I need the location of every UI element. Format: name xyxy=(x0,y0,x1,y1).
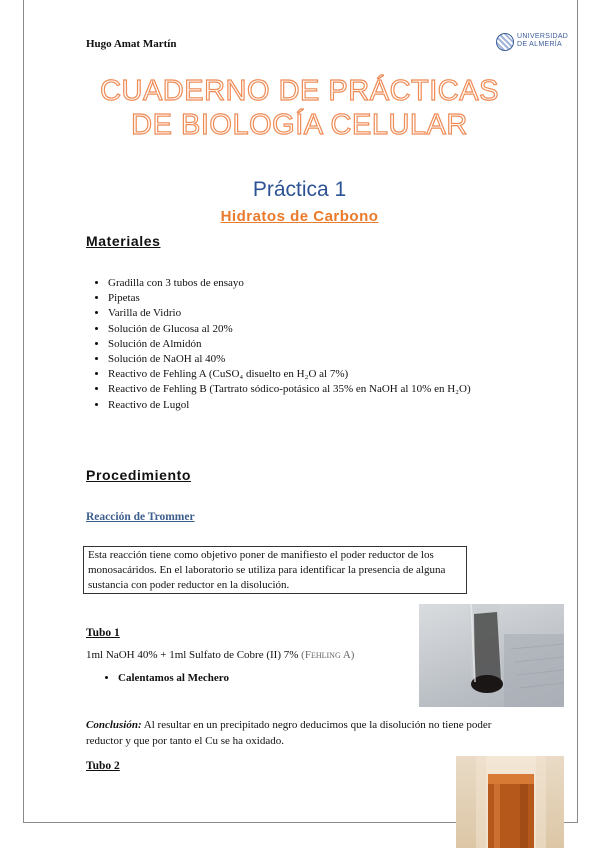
procedure-heading: Procedimiento xyxy=(86,467,192,483)
intro-textbox: Esta reacción tiene como objetivo poner de manifiesto el poder reductor de los monosacáridos. En el laboratorio se utiliza para identificar la presencia de alguna sustancia con poder reductor en la disolución. xyxy=(83,546,467,594)
university-seal-icon xyxy=(496,33,514,51)
tube2-photo xyxy=(456,756,564,848)
tube2-heading: Tubo 2 xyxy=(86,760,120,772)
materials-heading: Materiales xyxy=(86,233,161,249)
tube1-steps xyxy=(86,672,229,684)
author-name: Hugo Amat Martín xyxy=(86,38,177,50)
tube1-photo xyxy=(419,604,564,707)
tube1-heading: Tubo 1 xyxy=(86,627,120,639)
university-logo: UNIVERSIDAD DE ALMERÍA xyxy=(496,31,564,53)
list-item: • Reactivo de Lugol xyxy=(108,398,528,413)
list-item: • Gradilla con 3 tubos de ensayo xyxy=(108,276,528,291)
reaction-subheading: Reacción de Trommer xyxy=(86,511,195,523)
list-item: • Varilla de Vidrio xyxy=(108,306,528,321)
list-item: • Solución de Glucosa al 20% xyxy=(108,322,528,337)
list-item: • Reactivo de Fehling A (CuSO₄ disuelto en H₂O al 7%) xyxy=(108,367,528,382)
list-item: • Calentamos al Mechero xyxy=(118,672,229,684)
list-item: • Pipetas xyxy=(108,291,528,306)
materials-list xyxy=(86,276,528,413)
tube1-description: 1ml NaOH 40% + 1ml Sulfato de Cobre (II) 7% (Fehling A) xyxy=(86,649,355,661)
practice-topic: Hidratos de Carbono xyxy=(220,208,379,225)
conclusion-paragraph: Conclusión: Al resultar en un precipitado negro deducimos que la disolución no tiene poder reductor y que por tanto el Cu se ha oxidado. xyxy=(86,719,492,747)
document-title: CUADERNO DE PRÁCTICAS DE BIOLOGÍA CELULAR xyxy=(100,75,499,141)
list-item: • Solución de Almidón xyxy=(108,337,528,352)
list-item: • Solución de NaOH al 40% xyxy=(108,352,528,367)
list-item: • Reactivo de Fehling B (Tartrato sódico-potásico al 35% en NaOH al 10% en H₂O) xyxy=(108,382,528,397)
practice-number: Práctica 1 xyxy=(252,178,347,201)
